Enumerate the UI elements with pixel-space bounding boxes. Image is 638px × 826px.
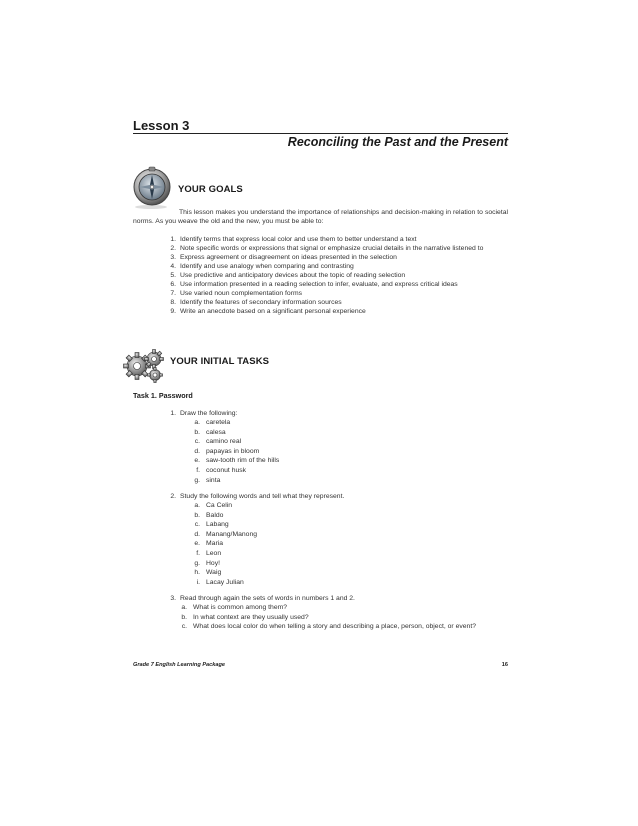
goal-text: Express agreement or disagreement on ideas presented in the selection [180, 254, 397, 261]
lesson-subtitle: Reconciling the Past and the Present [287, 135, 508, 149]
task-title: Task 1. Password [133, 391, 193, 400]
goal-text: Identify terms that express local color and use them to better understand a text [180, 236, 417, 243]
initial-tasks-heading: YOUR INITIAL TASKS [170, 356, 270, 367]
sub-item [191, 418, 508, 428]
goal-number: 1. [170, 236, 176, 243]
sub-item [191, 428, 508, 438]
sub-item [191, 559, 508, 569]
sub-item-text: caretela [206, 419, 231, 426]
goal-number: 2. [170, 245, 176, 252]
goal-text: Note specific words or expressions that signal or emphasize crucial details in the narrative listened to [180, 245, 484, 252]
sub-item-letter: d. [194, 530, 200, 538]
goal-item [163, 307, 508, 316]
sub-item-letter: c. [194, 438, 200, 446]
sub-item [191, 447, 508, 457]
question-number: 2. [170, 493, 176, 500]
goal-number: 4. [170, 263, 176, 270]
question-text: Draw the following: [180, 410, 238, 417]
goal-text: Use varied noun complementation forms [180, 290, 303, 297]
sub-item [191, 530, 508, 540]
goals-intro-text: This lesson makes you understand the importance of relationships and decision-making in relation to societal norms. As you weave the old and the new, you must be able to: [133, 209, 508, 225]
gears-icon [123, 346, 165, 384]
sub-item [191, 456, 508, 466]
goals-intro [133, 208, 508, 226]
sub-item-text: Baldo [206, 511, 224, 519]
sub-item-letter: g. [194, 559, 200, 567]
page-number: 16 [501, 662, 508, 668]
sub-item-letter: g. [194, 476, 200, 484]
goal-item [163, 262, 508, 271]
sub-item [191, 476, 508, 486]
sub-item-letter: d. [194, 447, 200, 455]
sub-item-text: Labang [206, 521, 229, 529]
sub-item-text: saw-tooth rim of the hills [206, 457, 280, 465]
sub-item-letter: e. [194, 540, 200, 548]
sub-item [191, 520, 508, 530]
sub-item-text: coconut husk [206, 466, 247, 474]
sub-item-text: calesa [206, 428, 226, 436]
goal-number: 3. [170, 254, 176, 261]
sub-item-text: Ca Celin [206, 502, 233, 509]
sub-item-text: Waig [206, 569, 222, 577]
sub-item [191, 501, 508, 511]
sub-item-text: sinta [206, 476, 221, 484]
sub-item-text: What does local color do when telling a story and describing a place, person, object, or event? [193, 623, 476, 631]
goal-number: 8. [170, 299, 176, 306]
goal-item [163, 253, 508, 262]
goal-item [163, 244, 508, 253]
goal-text: Identify the features of secondary information sources [180, 299, 342, 306]
sub-item [191, 578, 508, 588]
goal-number: 5. [170, 272, 176, 279]
sub-item-text: Leon [206, 549, 222, 557]
sub-item [178, 613, 508, 623]
sub-item-letter: a. [194, 502, 200, 509]
goal-text: Use information presented in a reading selection to infer, evaluate, and express critical ideas [180, 281, 458, 288]
goal-text: Use predictive and anticipatory devices about the topic of reading selection [180, 272, 406, 279]
footer-title: Grade 7 English Learning Package [133, 662, 226, 668]
sub-item-letter: h. [194, 569, 200, 577]
question-3-items [178, 603, 508, 632]
sub-item [191, 568, 508, 578]
sub-item [191, 539, 508, 549]
goals-heading: YOUR GOALS [178, 184, 243, 195]
sub-item-letter: c. [181, 623, 187, 631]
goal-item [163, 280, 508, 289]
question-number: 3. [170, 595, 176, 602]
sub-item-text: Hoy! [206, 559, 220, 567]
goal-item [163, 235, 508, 244]
sub-item [178, 603, 508, 613]
sub-item-text: In what context are they usually used? [193, 613, 309, 621]
question-2 [163, 492, 508, 501]
question-number: 1. [170, 410, 176, 417]
sub-item-letter: b. [194, 428, 200, 436]
sub-item-letter: i. [196, 578, 200, 586]
sub-item [191, 549, 508, 559]
question-2-items [191, 501, 508, 587]
goal-item [163, 289, 508, 298]
sub-item-letter: c. [194, 521, 200, 529]
question-3 [163, 594, 508, 603]
question-1-items [191, 418, 508, 485]
compass-icon [131, 166, 173, 210]
sub-item-text: Maria [206, 540, 223, 548]
lesson-title: Lesson 3 [133, 118, 190, 133]
question-1 [163, 409, 508, 418]
sub-item [191, 437, 508, 447]
sub-item [191, 466, 508, 476]
goals-list [163, 235, 508, 316]
sub-item-letter: b. [194, 511, 200, 519]
sub-item [191, 511, 508, 521]
goal-number: 7. [170, 290, 176, 297]
goal-item [163, 271, 508, 280]
sub-item-text: papayas in bloom [206, 447, 260, 455]
goal-item [163, 298, 508, 307]
goal-number: 6. [170, 281, 176, 288]
question-text: Study the following words and tell what they represent. [180, 493, 345, 500]
sub-item-text: camino real [206, 438, 242, 446]
sub-item-text: What is common among them? [193, 604, 288, 611]
sub-item-letter: a. [194, 419, 200, 426]
goal-number: 9. [170, 308, 176, 315]
goal-text: Identify and use analogy when comparing and contrasting [180, 263, 354, 270]
sub-item-letter: b. [181, 613, 187, 621]
sub-item-letter: a. [181, 604, 187, 611]
sub-item-text: Manang/Manong [206, 530, 258, 538]
sub-item [178, 622, 508, 632]
sub-item-letter: f. [196, 466, 200, 474]
goal-text: Write an anecdote based on a significant personal experience [180, 308, 366, 315]
question-text: Read through again the sets of words in numbers 1 and 2. [180, 595, 355, 602]
sub-item-text: Lacay Julian [206, 578, 244, 586]
sub-item-letter: e. [194, 457, 200, 465]
sub-item-letter: f. [196, 549, 200, 557]
title-rule [133, 133, 508, 134]
